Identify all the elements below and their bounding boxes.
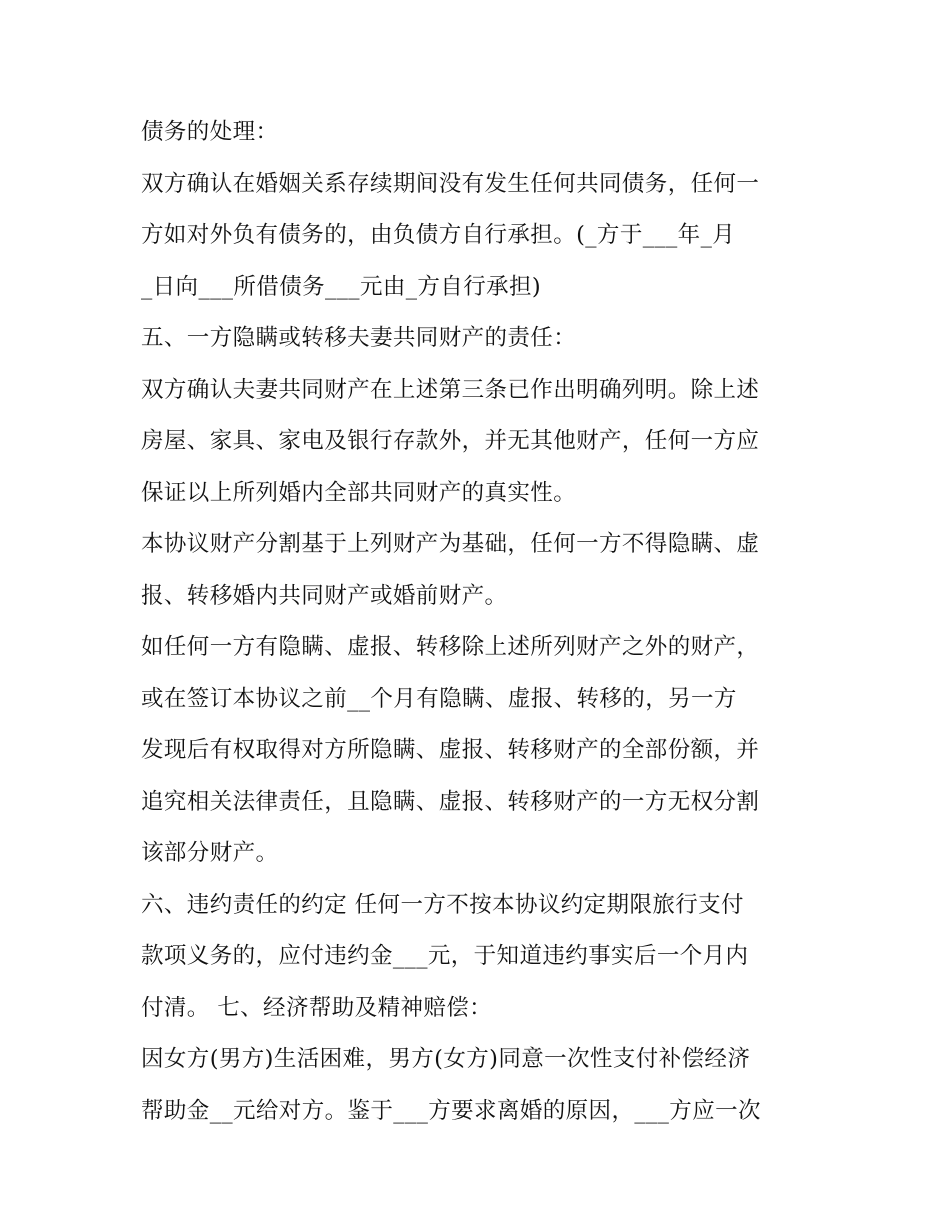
text-line: 追究相关法律责任，且隐瞒、虚报、转移财产的一方无权分割	[141, 788, 760, 815]
document-body	[141, 107, 821, 1137]
text-line: 房屋、家具、家电及银行存款外，并无其他财产，任何一方应	[141, 428, 760, 454]
text-line: 或在签订本协议之前__个月有隐瞒、虚报、转移的，另一方	[141, 685, 737, 712]
text-line: 该部分财产。	[141, 840, 279, 866]
text-line: _日向___所借债务___元由_方自行承担)	[141, 273, 542, 300]
text-line: 双方确认在婚姻关系存续期间没有发生任何共同债务，任何一	[141, 170, 760, 197]
text-line: 付清。 七、经济帮助及精神赔偿：	[141, 994, 493, 1021]
text-line: 发现后有权取得对方所隐瞒、虚报、转移财产的全部份额，并	[141, 737, 760, 763]
text-line: 报、转移婚内共同财产或婚前财产。	[141, 582, 508, 609]
text-line: 本协议财产分割基于上列财产为基础，任何一方不得隐瞒、虚	[141, 531, 760, 557]
text-line: 帮助金__元给对方。鉴于___方要求离婚的原因，___方应一次	[141, 1097, 761, 1124]
text-line: 方如对外负有债务的，由负债方自行承担。(_方于___年_月	[141, 222, 736, 248]
text-line: 因女方(男方)生活困难，男方(女方)同意一次性支付补偿经济	[141, 1046, 751, 1072]
text-line: 款项义务的，应付违约金___元，于知道违约事实后一个月内	[141, 943, 749, 969]
text-line: 如任何一方有隐瞒、虚报、转移除上述所列财产之外的财产，	[141, 634, 760, 660]
text-line: 保证以上所列婚内全部共同财产的真实性。	[141, 479, 577, 506]
section-heading: 六、违约责任的约定 任何一方不按本协议约定期限旅行支付	[141, 891, 744, 918]
text-line: 双方确认夫妻共同财产在上述第三条已作出明确列明。除上述	[141, 376, 760, 403]
section-heading: 五、一方隐瞒或转移夫妻共同财产的责任：	[141, 325, 577, 351]
text-line: 债务的处理：	[141, 119, 279, 145]
